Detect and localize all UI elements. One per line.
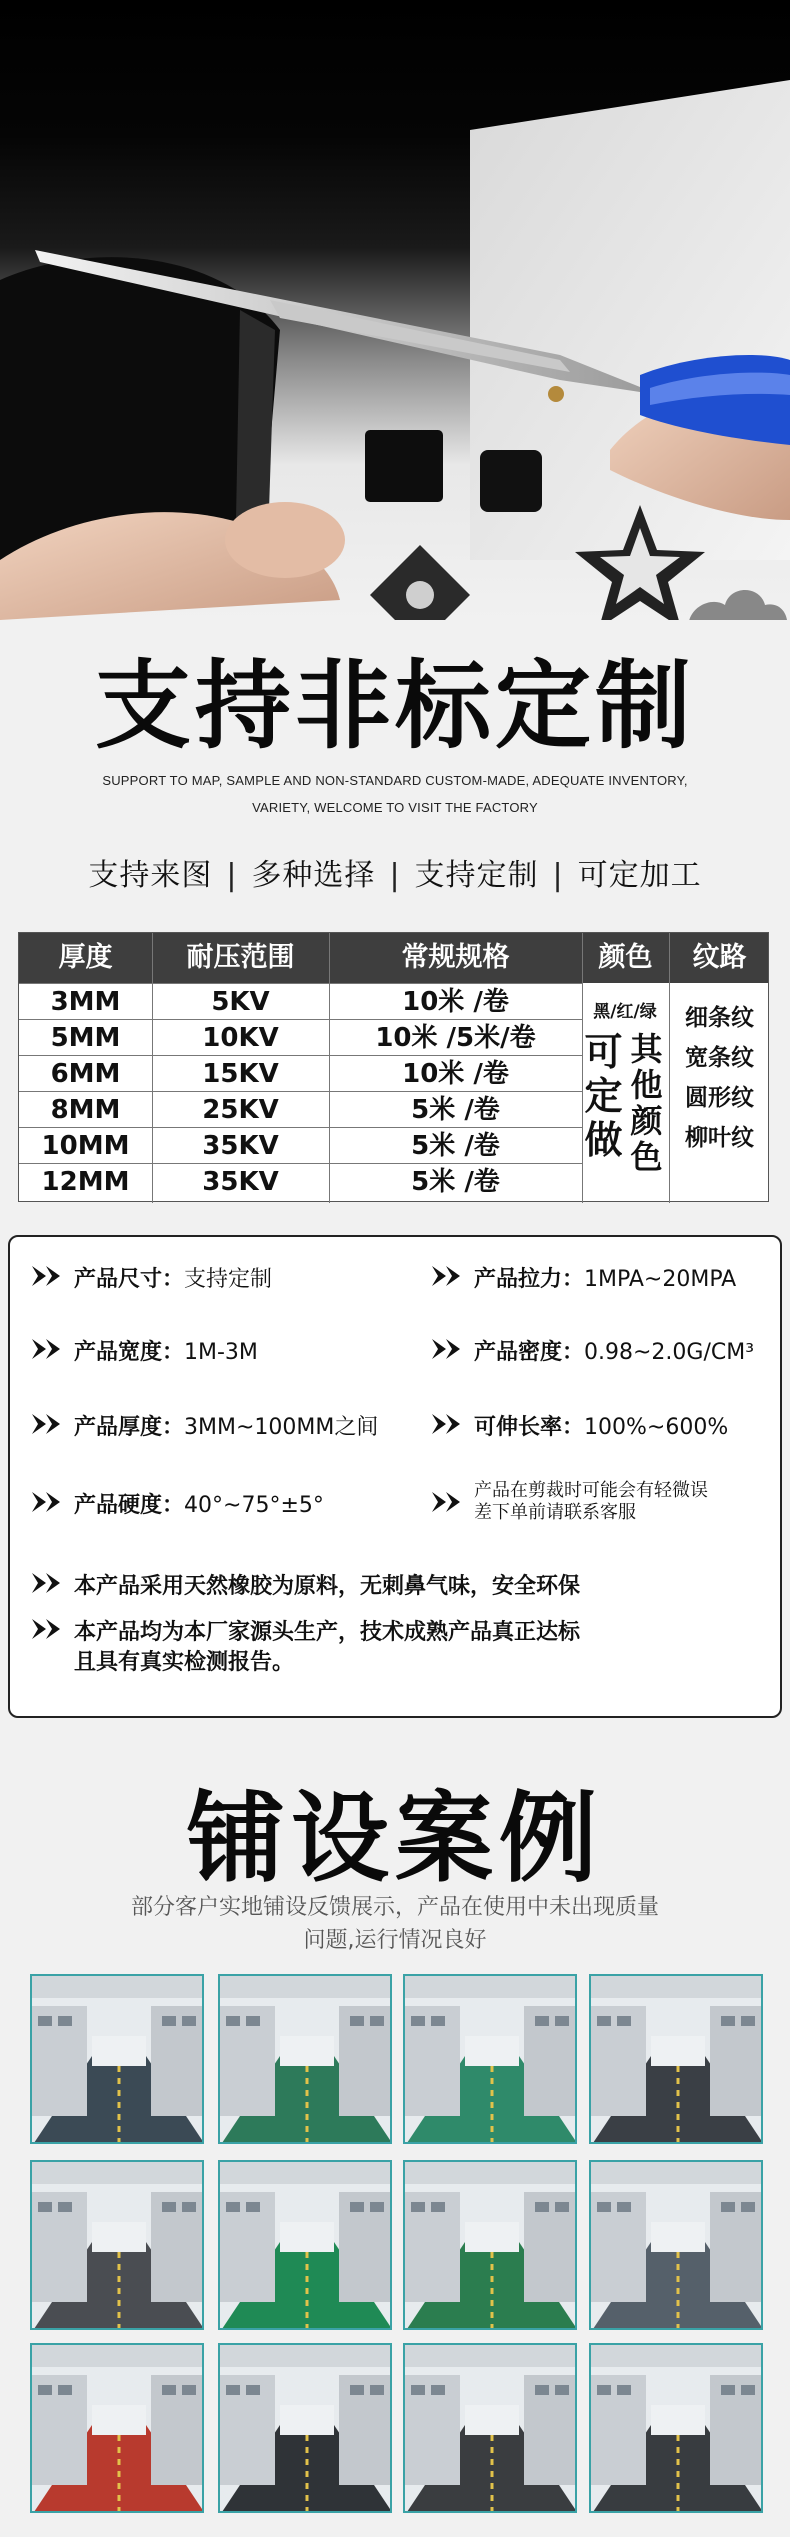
case-photo <box>30 2343 204 2513</box>
double-arrow-icon <box>30 1617 64 1641</box>
divider <box>329 933 330 1203</box>
separator: | <box>552 858 564 893</box>
header-texture: 纹路 <box>692 942 747 973</box>
double-arrow-icon <box>430 1264 464 1288</box>
feature-item: 支持定制 <box>414 858 539 893</box>
note-line: 差下单前请联系客服 <box>474 1502 636 1523</box>
param-label: 可伸长率： <box>474 1415 585 1440</box>
cases-subtitle-line-1: 部分客户实地铺设反馈展示，产品在使用中未出现质量 <box>130 1895 659 1920</box>
table-row <box>19 983 582 1019</box>
param-label: 产品密度： <box>474 1340 585 1365</box>
color-other-char: 他 <box>630 1066 663 1104</box>
texture-item: 细条纹 <box>685 1005 754 1031</box>
feature-item: 支持来图 <box>88 858 213 893</box>
cell-voltage: 10KV <box>202 1023 279 1053</box>
param-label: 产品拉力： <box>474 1267 585 1292</box>
english-subtitle-line-2: VARIETY, WELCOME TO VISIT THE FACTORY <box>252 800 538 815</box>
color-cell <box>582 983 668 1203</box>
header-color: 颜色 <box>598 942 653 973</box>
double-arrow-icon <box>430 1412 464 1436</box>
product-params-box <box>8 1235 782 1718</box>
double-arrow-icon <box>430 1490 464 1514</box>
double-arrow-icon <box>430 1337 464 1361</box>
case-photo <box>589 2160 763 2330</box>
cell-spec: 5米 /卷 <box>411 1095 500 1125</box>
claim-test-report: 且具有真实检测报告。 <box>74 1650 295 1675</box>
texture-cell <box>669 983 770 1203</box>
case-photo <box>403 1974 577 2144</box>
color-custom-char: 可 <box>584 1030 623 1074</box>
case-photo <box>403 2160 577 2330</box>
cases-subtitle-line-2: 问题,运行情况良好 <box>303 1928 487 1953</box>
param-label: 产品厚度： <box>74 1415 185 1440</box>
color-custom-char: 定 <box>584 1074 623 1118</box>
case-photo <box>218 2160 392 2330</box>
header-spec: 常规规格 <box>401 942 510 973</box>
table-row <box>19 1091 582 1127</box>
param-thickness <box>74 1410 378 1441</box>
cell-voltage: 15KV <box>202 1059 279 1089</box>
cell-spec: 5米 /卷 <box>411 1131 500 1161</box>
color-other-char: 其 <box>630 1030 663 1068</box>
param-density <box>474 1335 754 1366</box>
hero-illustration <box>0 0 790 620</box>
color-options: 黑/红/绿 <box>593 1002 657 1022</box>
note-line: 产品在剪裁时可能会有轻微误 <box>474 1480 708 1501</box>
param-elongation <box>474 1410 728 1441</box>
texture-item: 圆形纹 <box>685 1085 754 1111</box>
case-photo <box>589 2343 763 2513</box>
feature-item: 多种选择 <box>251 858 376 893</box>
claim-factory-source: 本产品均为本厂家源头生产，技术成熟产品真正达标 <box>74 1620 581 1645</box>
cell-spec: 10米 /卷 <box>402 987 509 1017</box>
param-value: 0.98~2.0G/CM³ <box>584 1340 755 1365</box>
case-photo <box>30 1974 204 2144</box>
spec-table <box>18 932 769 1202</box>
param-value: 1M-3M <box>184 1340 258 1365</box>
english-subtitle-line-1: SUPPORT TO MAP, SAMPLE AND NON-STANDARD CUSTOM-MADE, ADEQUATE INVENTORY, <box>102 773 688 788</box>
feature-item: 可定加工 <box>577 858 702 893</box>
case-photo <box>30 2160 204 2330</box>
cell-thickness: 10MM <box>41 1131 130 1161</box>
case-photo <box>218 2343 392 2513</box>
color-other-char: 色 <box>630 1138 663 1176</box>
param-value: 100%~600% <box>584 1415 729 1440</box>
separator: | <box>226 858 238 893</box>
param-tension <box>474 1262 736 1293</box>
square-piece <box>365 430 443 502</box>
cell-spec: 10米 /5米/卷 <box>375 1023 536 1053</box>
cloud-piece <box>688 590 787 620</box>
cell-thickness: 8MM <box>50 1095 121 1125</box>
double-arrow-icon <box>30 1490 64 1514</box>
table-header <box>19 933 768 983</box>
cell-voltage: 5KV <box>211 987 270 1017</box>
cell-voltage: 35KV <box>202 1131 279 1161</box>
param-value: 支持定制 <box>184 1267 273 1292</box>
claim-natural-rubber: 本产品采用天然橡胶为原料，无刺鼻气味，安全环保 <box>74 1574 581 1599</box>
double-arrow-icon <box>30 1571 64 1595</box>
feature-list <box>0 850 790 894</box>
cell-thickness: 5MM <box>50 1023 121 1053</box>
table-row <box>19 1127 582 1163</box>
hero-banner <box>0 0 790 620</box>
param-value: 3MM~100MM之间 <box>184 1415 379 1440</box>
case-photo <box>589 1974 763 2144</box>
param-hardness <box>74 1488 324 1519</box>
param-value: 40°~75°±5° <box>184 1493 324 1518</box>
page-title: 支持非标定制 <box>95 650 695 762</box>
double-arrow-icon <box>30 1337 64 1361</box>
divider <box>152 933 153 1203</box>
cell-thickness: 3MM <box>50 987 121 1017</box>
cell-spec: 5米 /卷 <box>411 1167 500 1197</box>
cell-thickness: 12MM <box>41 1167 130 1197</box>
param-label: 产品尺寸： <box>74 1267 185 1292</box>
double-arrow-icon <box>30 1412 64 1436</box>
cell-voltage: 35KV <box>202 1167 279 1197</box>
cell-spec: 10米 /卷 <box>402 1059 509 1089</box>
texture-item: 宽条纹 <box>685 1045 754 1071</box>
header-voltage: 耐压范围 <box>186 942 295 973</box>
rounded-square-piece <box>480 450 542 512</box>
table-row <box>19 1055 582 1091</box>
double-arrow-icon <box>30 1264 64 1288</box>
cell-thickness: 6MM <box>50 1059 121 1089</box>
param-note <box>474 1480 708 1524</box>
param-label: 产品宽度： <box>74 1340 185 1365</box>
case-photo <box>403 2343 577 2513</box>
header-thickness: 厚度 <box>58 942 113 973</box>
cases-title: 铺设案例 <box>186 1782 603 1896</box>
param-label: 产品硬度： <box>74 1493 185 1518</box>
param-width <box>74 1335 258 1366</box>
table-row <box>19 1163 582 1199</box>
case-photo <box>218 1974 392 2144</box>
separator: | <box>389 858 401 893</box>
param-value: 1MPA~20MPA <box>584 1267 737 1292</box>
texture-item: 柳叶纹 <box>685 1125 754 1151</box>
param-size <box>74 1262 272 1293</box>
table-row <box>19 1019 582 1055</box>
color-custom-char: 做 <box>584 1118 623 1162</box>
cell-voltage: 25KV <box>202 1095 279 1125</box>
color-other-char: 颜 <box>630 1102 663 1140</box>
